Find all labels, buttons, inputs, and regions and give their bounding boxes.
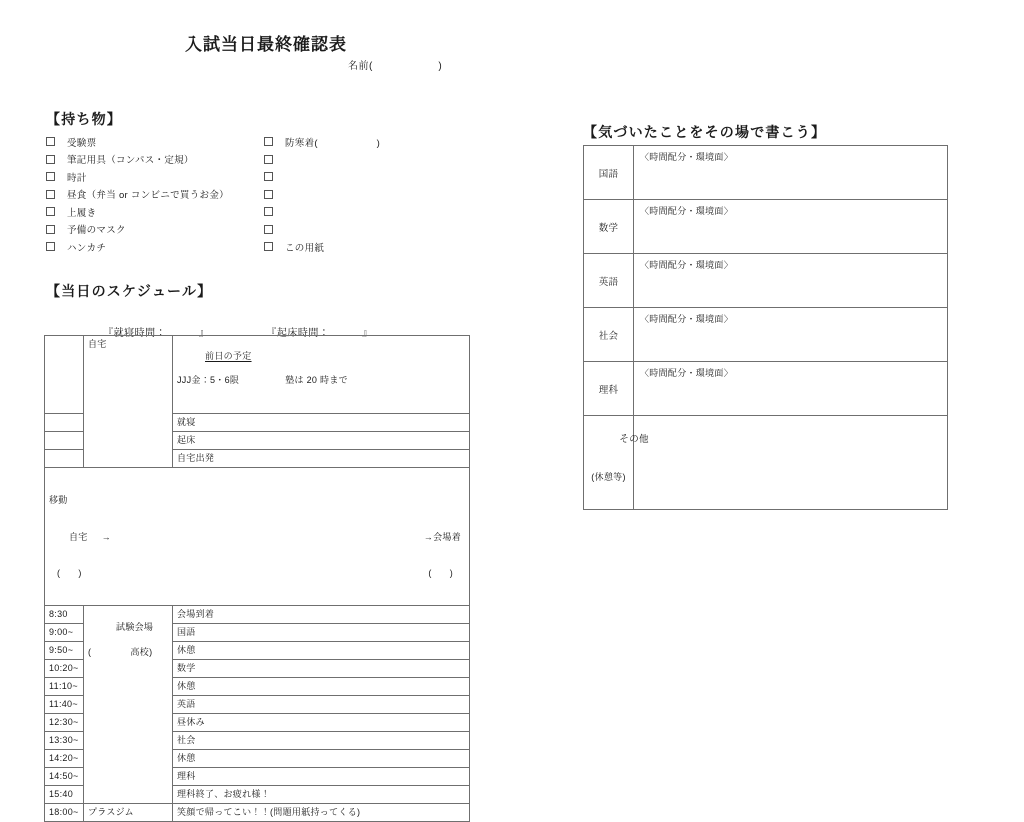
arrow-right-icon: → [101, 531, 111, 542]
checkbox-icon[interactable] [264, 137, 273, 146]
move-from-paren-close: ) [78, 567, 82, 578]
schedule-activity-cell: 会場到着 [173, 606, 470, 624]
schedule-time-cell: 13:30~ [45, 732, 84, 750]
prev-day-detail-b: 塾は 20 時まで [285, 375, 348, 386]
schedule-activity-cell: 起床 [173, 431, 470, 449]
checklist-item-blank[interactable] [264, 168, 380, 186]
notes-entry-cell[interactable] [634, 416, 948, 510]
schedule-time-cell: 12:30~ [45, 714, 84, 732]
checklist-item-label: 予備のマスク [67, 225, 126, 237]
table-row [584, 308, 948, 362]
schedule-section-heading: 【当日のスケジュール】 [46, 283, 213, 299]
schedule-time-cell: 9:00~ [45, 624, 84, 642]
notes-section-heading: 【気づいたことをその場で書こう】 [583, 124, 827, 140]
schedule-time-cell: 18:00~ [45, 804, 84, 822]
schedule-time-cell: 14:20~ [45, 750, 84, 768]
checkbox-icon[interactable] [46, 225, 55, 234]
schedule-activity-cell: 英語 [173, 696, 470, 714]
schedule-time-cell[interactable] [45, 449, 84, 467]
schedule-activity-cell: 数学 [173, 660, 470, 678]
checklist-item[interactable] [264, 133, 380, 151]
items-checklist-left-column [46, 133, 229, 256]
checklist-item-blank[interactable] [264, 203, 380, 221]
checkbox-icon[interactable] [264, 155, 273, 164]
checkbox-icon[interactable] [264, 190, 273, 199]
table-row [45, 336, 470, 414]
checklist-item-label: 時計 [67, 172, 87, 184]
checklist-item-blank[interactable] [264, 221, 380, 239]
schedule-place-gym: プラスジム [84, 804, 173, 822]
checklist-item[interactable] [46, 221, 229, 239]
schedule-time-cell[interactable] [45, 431, 84, 449]
notes-prompt: 〈時間配分・環境面〉 [640, 206, 734, 216]
checklist-item[interactable] [264, 238, 380, 256]
checklist-item-blank[interactable] [264, 151, 380, 169]
notes-subject-label: 国語 [584, 146, 634, 200]
checklist-item[interactable] [46, 151, 229, 169]
schedule-activity-cell: 社会 [173, 732, 470, 750]
notes-subject-label: 社会 [584, 308, 634, 362]
table-row [45, 804, 470, 822]
checkbox-icon[interactable] [264, 207, 273, 216]
checklist-item-blank[interactable] [264, 186, 380, 204]
checkbox-icon[interactable] [264, 172, 273, 181]
schedule-activity-cell: 休憩 [173, 642, 470, 660]
schedule-activity-cell: 休憩 [173, 678, 470, 696]
checklist-item[interactable] [46, 238, 229, 256]
table-row-move [45, 467, 470, 606]
checkbox-icon[interactable] [46, 155, 55, 164]
page-title: 入試当日最終確認表 [185, 35, 347, 54]
checkbox-icon[interactable] [264, 242, 273, 251]
checklist-item-label: 防寒着( ) [285, 137, 381, 149]
notes-subject-label: 理科 [584, 362, 634, 416]
checklist-item[interactable] [46, 168, 229, 186]
checklist-item[interactable] [46, 203, 229, 221]
schedule-activity-cell: 理科 [173, 768, 470, 786]
schedule-activity-cell: 就寝 [173, 413, 470, 431]
checkbox-icon[interactable] [264, 225, 273, 234]
notes-prompt: 〈時間配分・環境面〉 [640, 260, 734, 270]
schedule-move-cell[interactable] [45, 467, 470, 606]
notes-prompt: 〈時間配分・環境面〉 [640, 314, 734, 324]
checklist-item-label: 昼食（弁当 or コンビニで買うお金） [67, 190, 229, 202]
schedule-time-cell[interactable] [45, 336, 84, 414]
checkbox-icon[interactable] [46, 207, 55, 216]
notes-subject-other-main: その他 [619, 434, 649, 445]
checklist-item-label: 上履き [67, 207, 97, 219]
move-to-label: →会場着 [423, 531, 461, 542]
schedule-activity-cell: 国語 [173, 624, 470, 642]
notes-subject-label-other [584, 416, 649, 510]
checklist-item[interactable] [46, 186, 229, 204]
checkbox-icon[interactable] [46, 190, 55, 199]
notes-prompt: 〈時間配分・環境面〉 [640, 152, 734, 162]
schedule-time-cell[interactable] [45, 413, 84, 431]
table-row [584, 416, 948, 510]
schedule-time-cell: 11:40~ [45, 696, 84, 714]
schedule-activity-cell: 理科終了、お疲れ様！ [173, 786, 470, 804]
checklist-item-label: ハンカチ [67, 242, 107, 254]
venue-blank-field[interactable]: ( 高校) [88, 646, 153, 657]
schedule-activity-cell: 自宅出発 [173, 449, 470, 467]
wake-time-label[interactable]: 『起床時間： 』 [271, 328, 373, 339]
sleep-time-label[interactable]: 『就寝時間： 』 [103, 328, 210, 339]
notes-entry-cell[interactable] [634, 362, 948, 416]
notes-table [583, 145, 948, 510]
schedule-time-cell: 11:10~ [45, 678, 84, 696]
notes-prompt: 〈時間配分・環境面〉 [640, 368, 734, 378]
schedule-activity-cell: 休憩 [173, 750, 470, 768]
name-field[interactable]: 名前( ) [348, 61, 443, 72]
schedule-activity-cell: 笑顔で帰ってこい！！(問題用紙持ってくる) [173, 804, 470, 822]
notes-entry-cell[interactable] [634, 146, 948, 200]
table-row [584, 254, 948, 308]
notes-entry-cell[interactable] [634, 308, 948, 362]
table-row [45, 606, 470, 624]
move-to-paren-close: ) [449, 567, 453, 578]
table-row [584, 362, 948, 416]
schedule-place-venue[interactable] [84, 606, 173, 804]
schedule-time-cell: 9:50~ [45, 642, 84, 660]
move-from-paren-open: ( [57, 567, 61, 578]
move-to-paren-open: ( [428, 567, 432, 578]
schedule-table [44, 335, 470, 822]
checkbox-icon[interactable] [46, 172, 55, 181]
items-checklist-right-column [264, 133, 380, 256]
checkbox-icon[interactable] [46, 137, 55, 146]
checkbox-icon[interactable] [46, 242, 55, 251]
venue-label: 試験会場 [116, 621, 154, 632]
checklist-item-label: この用紙 [285, 242, 325, 254]
notes-subject-other-sub: (休憩等) [591, 472, 626, 482]
notes-subject-label: 数学 [584, 200, 634, 254]
schedule-prev-day-cell [173, 336, 470, 414]
schedule-place-home: 自宅 [84, 336, 173, 468]
schedule-time-cell: 15:40 [45, 786, 84, 804]
items-section-heading: 【持ち物】 [46, 111, 122, 127]
checklist-item[interactable] [46, 133, 229, 151]
prev-day-title: 前日の予定 [205, 351, 252, 362]
prev-day-detail-a: JJJ金：5・6限 [177, 375, 240, 386]
move-title: 移動 [49, 495, 68, 506]
notes-entry-cell[interactable] [634, 200, 948, 254]
schedule-time-cell: 14:50~ [45, 768, 84, 786]
notes-entry-cell[interactable] [634, 254, 948, 308]
checklist-item-label: 筆記用具（コンパス・定規） [67, 155, 194, 167]
checklist-item-label: 受験票 [67, 137, 97, 149]
table-row [584, 200, 948, 254]
schedule-activity-cell: 昼休み [173, 714, 470, 732]
table-row [584, 146, 948, 200]
schedule-time-cell: 8:30 [45, 606, 84, 624]
move-from-label: 自宅 [69, 531, 88, 542]
notes-subject-label: 英語 [584, 254, 634, 308]
schedule-time-cell: 10:20~ [45, 660, 84, 678]
